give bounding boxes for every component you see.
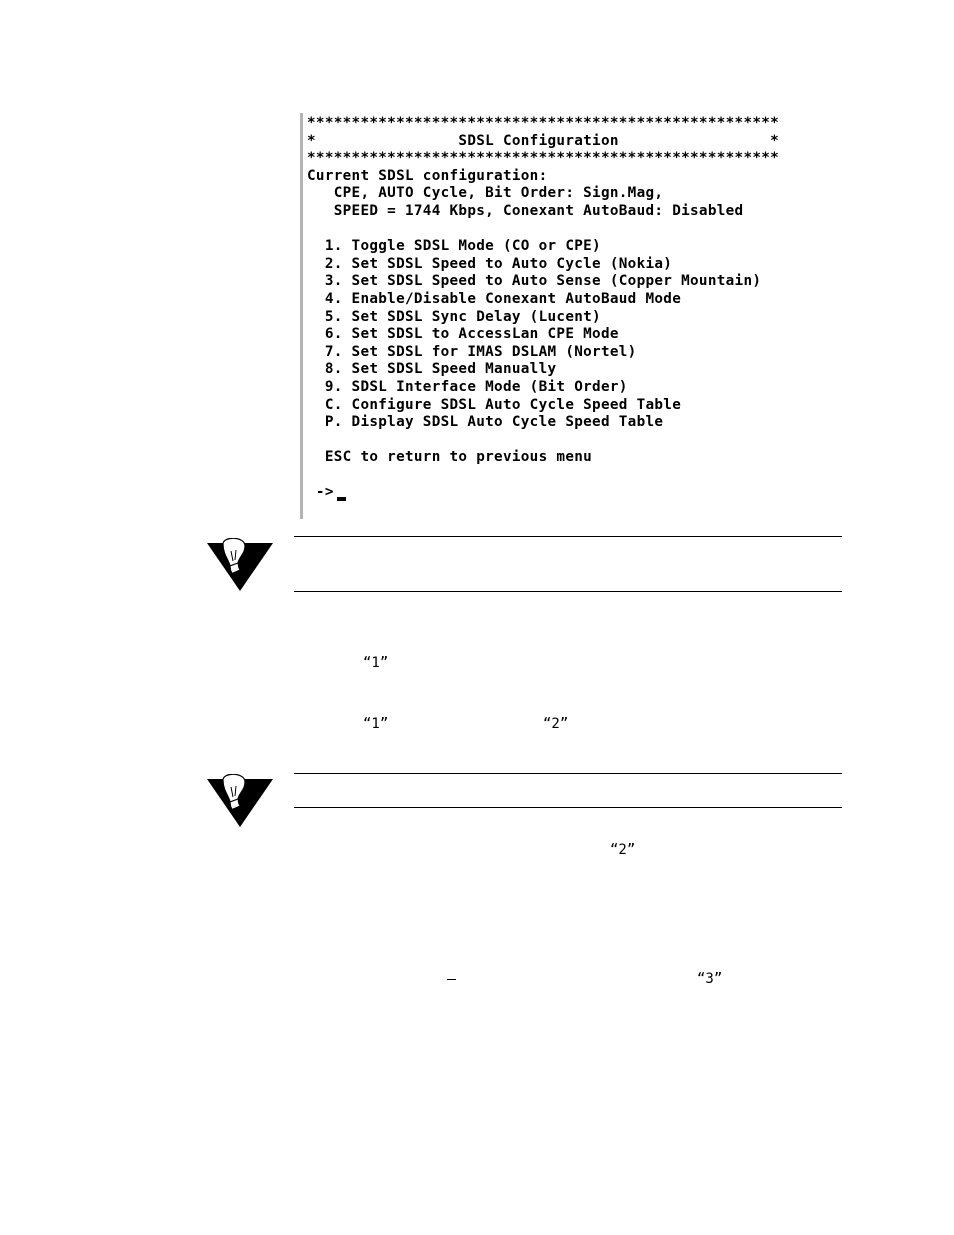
terminal-line: C. Configure SDSL Auto Cycle Speed Table — [307, 396, 682, 413]
terminal-line: 4. Enable/Disable Conexant AutoBaud Mode — [307, 290, 682, 307]
terminal-line: ***************************************************** — [307, 115, 780, 131]
quoted-option: “3” — [697, 971, 723, 987]
terminal-line: SPEED = 1744 Kbps, Conexant AutoBaud: Disabled — [307, 202, 744, 219]
quoted-option: “1” — [363, 655, 389, 671]
terminal-line: -> — [307, 484, 334, 501]
note-rule-top — [294, 536, 842, 537]
terminal-line: CPE, AUTO Cycle, Bit Order: Sign.Mag, — [307, 185, 664, 202]
terminal-line: ESC to return to previous menu — [307, 449, 593, 466]
terminal-line: 5. Set SDSL Sync Delay (Lucent) — [307, 308, 601, 325]
quoted-option: “2” — [543, 716, 569, 732]
lightbulb-note-icon — [205, 538, 275, 594]
terminal-line: 1. Toggle SDSL Mode (CO or CPE) — [307, 238, 601, 255]
terminal-screen — [300, 113, 813, 519]
note-rule-bottom — [294, 807, 842, 808]
terminal-line: 2. Set SDSL Speed to Auto Cycle (Nokia) — [307, 255, 673, 272]
terminal-line: ***************************************************** — [307, 150, 780, 167]
terminal-line: 3. Set SDSL Speed to Auto Sense (Copper Mountain) — [307, 273, 762, 290]
quoted-option: “1” — [363, 716, 389, 732]
cursor — [337, 497, 346, 501]
terminal-line: 6. Set SDSL to AccessLan CPE Mode — [307, 326, 619, 343]
lightbulb-note-icon — [205, 774, 275, 830]
terminal-line: * SDSL Configuration * — [307, 132, 780, 149]
quoted-option: “2” — [610, 842, 636, 858]
terminal-line: 7. Set SDSL for IMAS DSLAM (Nortel) — [307, 343, 637, 360]
terminal-line: Current SDSL configuration: — [307, 167, 548, 184]
note-rule-top — [294, 773, 842, 774]
note-rule-bottom — [294, 591, 842, 592]
terminal-line: 9. SDSL Interface Mode (Bit Order) — [307, 378, 628, 395]
terminal-line: 8. Set SDSL Speed Manually — [307, 361, 557, 378]
dash — [447, 979, 456, 980]
terminal-line: P. Display SDSL Auto Cycle Speed Table — [307, 414, 664, 431]
sdsl-configuration-menu — [307, 115, 779, 502]
